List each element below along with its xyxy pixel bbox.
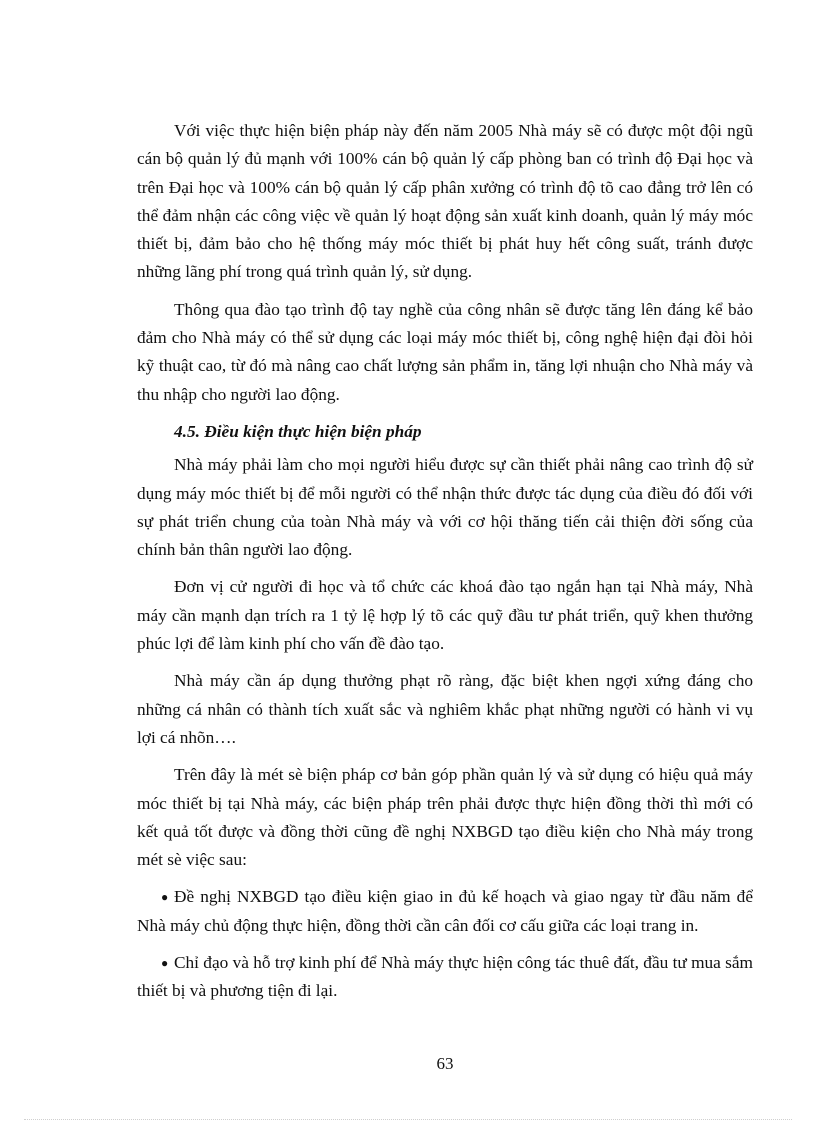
body-paragraph: Đơn vị cử người đi học và tổ chức các khoá đào tạo ngắn hạn tại Nhà máy, Nhà máy cần mạnh dạn trích ra 1 tỷ lệ hợp lý tõ các quỹ đầu tư phát triển, quỹ khen thưởng phúc lợi để làm kinh phí cho vấn đề đào tạo. bbox=[137, 577, 753, 654]
bullet-item bbox=[137, 949, 753, 1006]
bullet-text: Chỉ đạo và hỗ trợ kinh phí để Nhà máy thực hiện công tác thuê đất, đầu tư mua sắm thiết bị và phương tiện đi lại. bbox=[137, 953, 753, 1001]
page-bottom-divider bbox=[24, 1119, 792, 1120]
section-heading: 4.5. Điều kiện thực hiện biện pháp bbox=[174, 421, 422, 441]
body-paragraph: Với việc thực hiện biện pháp này đến năm 2005 Nhà máy sẽ có được một đội ngũ cán bộ quản lý đủ mạnh với 100% cán bộ quản lý cấp phòng ban có trình độ Đại học và trên Đại học và 100% cán bộ quản lý cấp phân xưởng có trình độ tõ cao đẳng trở lên có thể đảm nhận các công việc về quản lý hoạt động sản xuất kinh doanh, quản lý máy móc thiết bị, đảm bảo cho hệ thống máy móc thiết bị phát huy hết công suất, tránh được những lãng phí trong quá trình quản lý, sử dụng. bbox=[137, 121, 753, 282]
body-paragraph: Thông qua đào tạo trình độ tay nghề của công nhân sẽ được tăng lên đáng kể bảo đảm cho Nhà máy có thể sử dụng các loại máy móc thiết bị, công nghệ hiện đại đòi hỏi kỹ thuật cao, từ đó mà nâng cao chất lượng sản phẩm in, tăng lợi nhuận cho Nhà máy và thu nhập cho người lao động. bbox=[137, 299, 753, 404]
body-paragraph: Trên đây là mét sè biện pháp cơ bản góp phần quản lý và sử dụng có hiệu quả máy móc thiết bị tại Nhà máy, các biện pháp trên phải được thực hiện đồng thời thì mới có kết quả tốt được và đồng thời cũng đề nghị NXBGD tạo điều kiện cho Nhà máy trong mét sè việc sau: bbox=[137, 765, 753, 870]
bullet-icon: ● bbox=[161, 890, 169, 905]
bullet-icon: ● bbox=[161, 956, 169, 971]
body-paragraph: Nhà máy cần áp dụng thưởng phạt rõ ràng, đặc biệt khen ngợi xứng đáng cho những cá nhân có thành tích xuất sắc và nghiêm khắc phạt những người có hành vi vụ lợi cá nhõn…. bbox=[137, 671, 753, 747]
bullet-item bbox=[137, 883, 753, 940]
bullet-text: Đề nghị NXBGD tạo điều kiện giao in đủ kế hoạch và giao ngay từ đầu năm để Nhà máy chủ động thực hiện, đồng thời cần cân đối cơ cấu giữa các loại trang in. bbox=[137, 887, 753, 935]
page-body bbox=[137, 117, 753, 1015]
body-paragraph: Nhà máy phải làm cho mọi người hiểu được sự cần thiết phải nâng cao trình độ sử dụng máy móc thiết bị để mỗi người có thể nhận thức được tác dụng của điều đó đối với sự phát triển chung của toàn Nhà máy và với cơ hội thăng tiến cải thiện đời sống của chính bản thân người lao động. bbox=[137, 455, 753, 560]
page-number: 63 bbox=[436, 1054, 454, 1073]
